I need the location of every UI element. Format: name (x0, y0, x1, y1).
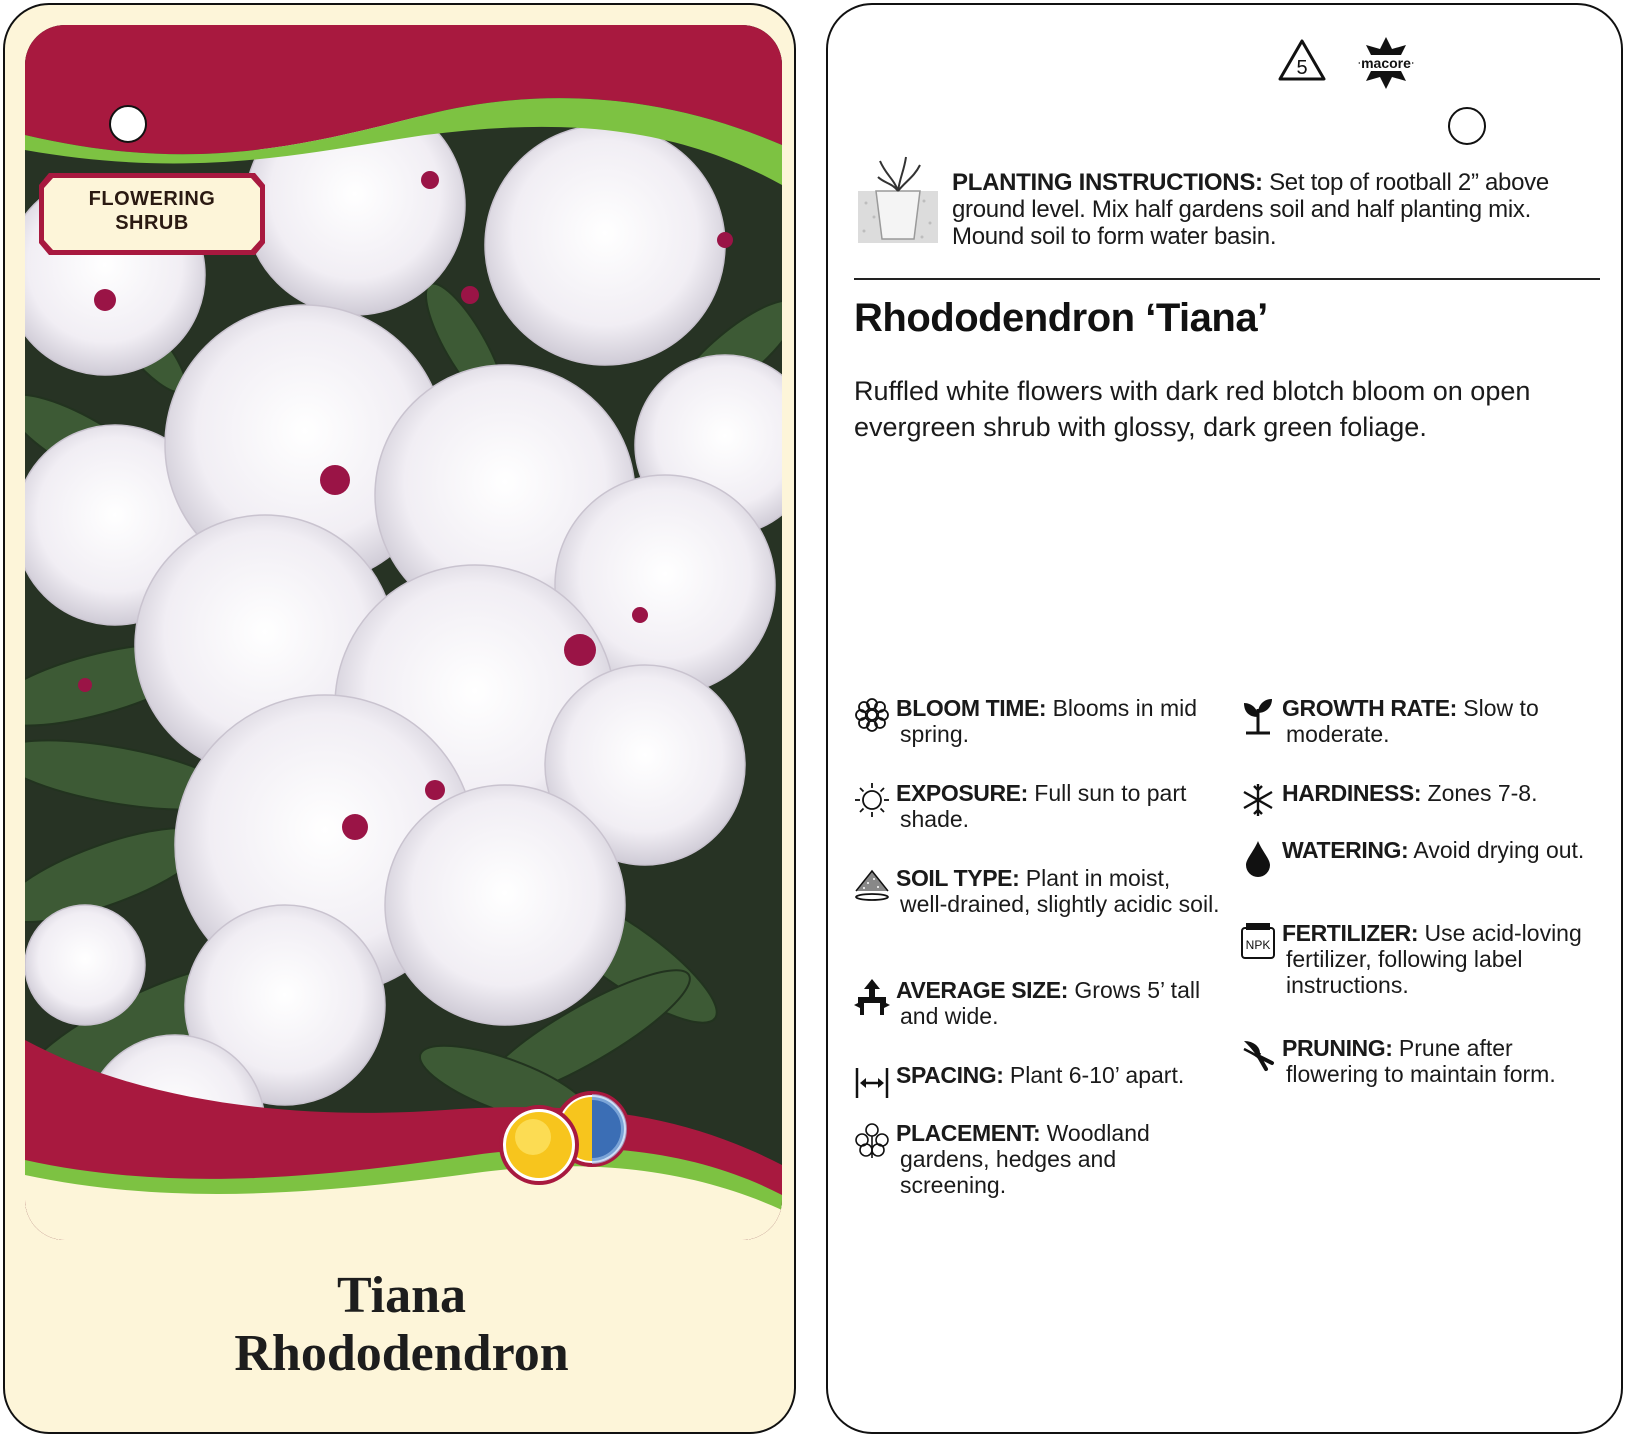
snowflake-icon (1240, 780, 1276, 820)
bloom-text: Blooms in mid spring. (900, 695, 1198, 747)
back-tag (826, 3, 1623, 1434)
spacing-icon (854, 1062, 890, 1102)
spacing-text: Plant 6-10’ apart. (1003, 1062, 1185, 1088)
placement-label: PLACEMENT: (896, 1120, 1041, 1146)
plant-name-line-1: Tiana (336, 1267, 467, 1324)
watering-label: WATERING: (1282, 837, 1409, 863)
planting-icon (858, 153, 938, 251)
size-icon (854, 977, 890, 1017)
tag-hole (1448, 107, 1486, 145)
sun-exposure-icons (497, 1087, 637, 1187)
sun-icon (854, 780, 890, 820)
badge-line-1: FLOWERING (88, 188, 216, 210)
hardiness-text: Zones 7-8. (1421, 780, 1538, 806)
tag-hole (109, 105, 147, 143)
soil-text: Plant in moist, well-drained, slightly acidic soil. (900, 865, 1220, 917)
growth-label: GROWTH RATE: (1282, 695, 1457, 721)
spacing-label: SPACING: (896, 1062, 1004, 1088)
soil-label: SOIL TYPE: (896, 865, 1020, 891)
fertilizer-icon (1240, 920, 1276, 960)
recycle-number: 5 (1296, 57, 1308, 79)
bloom-label: BLOOM TIME: (896, 695, 1047, 721)
plant-common-name (5, 1267, 796, 1383)
plant-name-line-2: Rhododendron (234, 1325, 569, 1382)
watering-text: Avoid drying out. (1408, 837, 1585, 863)
flower-icon (854, 695, 890, 735)
recycle-icon (1280, 41, 1324, 79)
water-drop-icon (1240, 837, 1276, 877)
pruning-text: Prune after flowering to maintain form. (1286, 1035, 1556, 1087)
divider (854, 278, 1600, 280)
planting-label: PLANTING INSTRUCTIONS: (952, 169, 1263, 196)
full-sun-icon (506, 1112, 572, 1178)
macore-text: macore (1361, 55, 1411, 71)
plant-botanical-title: Rhododendron ‘Tiana’ (854, 296, 1268, 340)
fertilizer-text: Use acid-loving fertilizer, following label instructions. (1286, 920, 1582, 998)
fertilizer-label: FERTILIZER: (1282, 920, 1419, 946)
category-badge (39, 173, 265, 255)
badge-line-2: SHRUB (115, 212, 189, 234)
placement-icon (854, 1120, 890, 1160)
size-label: AVERAGE SIZE: (896, 977, 1069, 1003)
sprout-icon (1240, 695, 1276, 735)
macore-logo (1358, 37, 1414, 89)
front-tag (3, 3, 796, 1434)
hardiness-label: HARDINESS: (1282, 780, 1422, 806)
logos (1276, 35, 1426, 95)
plant-description: Ruffled white flowers with dark red blotch bloom on open evergreen shrub with glossy, dark green foliage. (854, 376, 1531, 442)
growth-text: Slow to moderate. (1286, 695, 1539, 747)
size-text: Grows 5’ tall and wide. (900, 977, 1201, 1029)
soil-icon (854, 865, 890, 905)
planting-text: Set top of rootball 2” above ground level. Mix half gardens soil and half planting mix. Mound soil to form water basin. (952, 169, 1549, 250)
pruning-label: PRUNING: (1282, 1035, 1393, 1061)
exposure-text: Full sun to part shade. (900, 780, 1187, 832)
placement-text: Woodland gardens, hedges and screening. (900, 1120, 1150, 1198)
exposure-label: EXPOSURE: (896, 780, 1028, 806)
pruners-icon (1240, 1035, 1276, 1075)
planting-instructions (952, 169, 1592, 250)
npk-label: NPK (1245, 938, 1271, 952)
